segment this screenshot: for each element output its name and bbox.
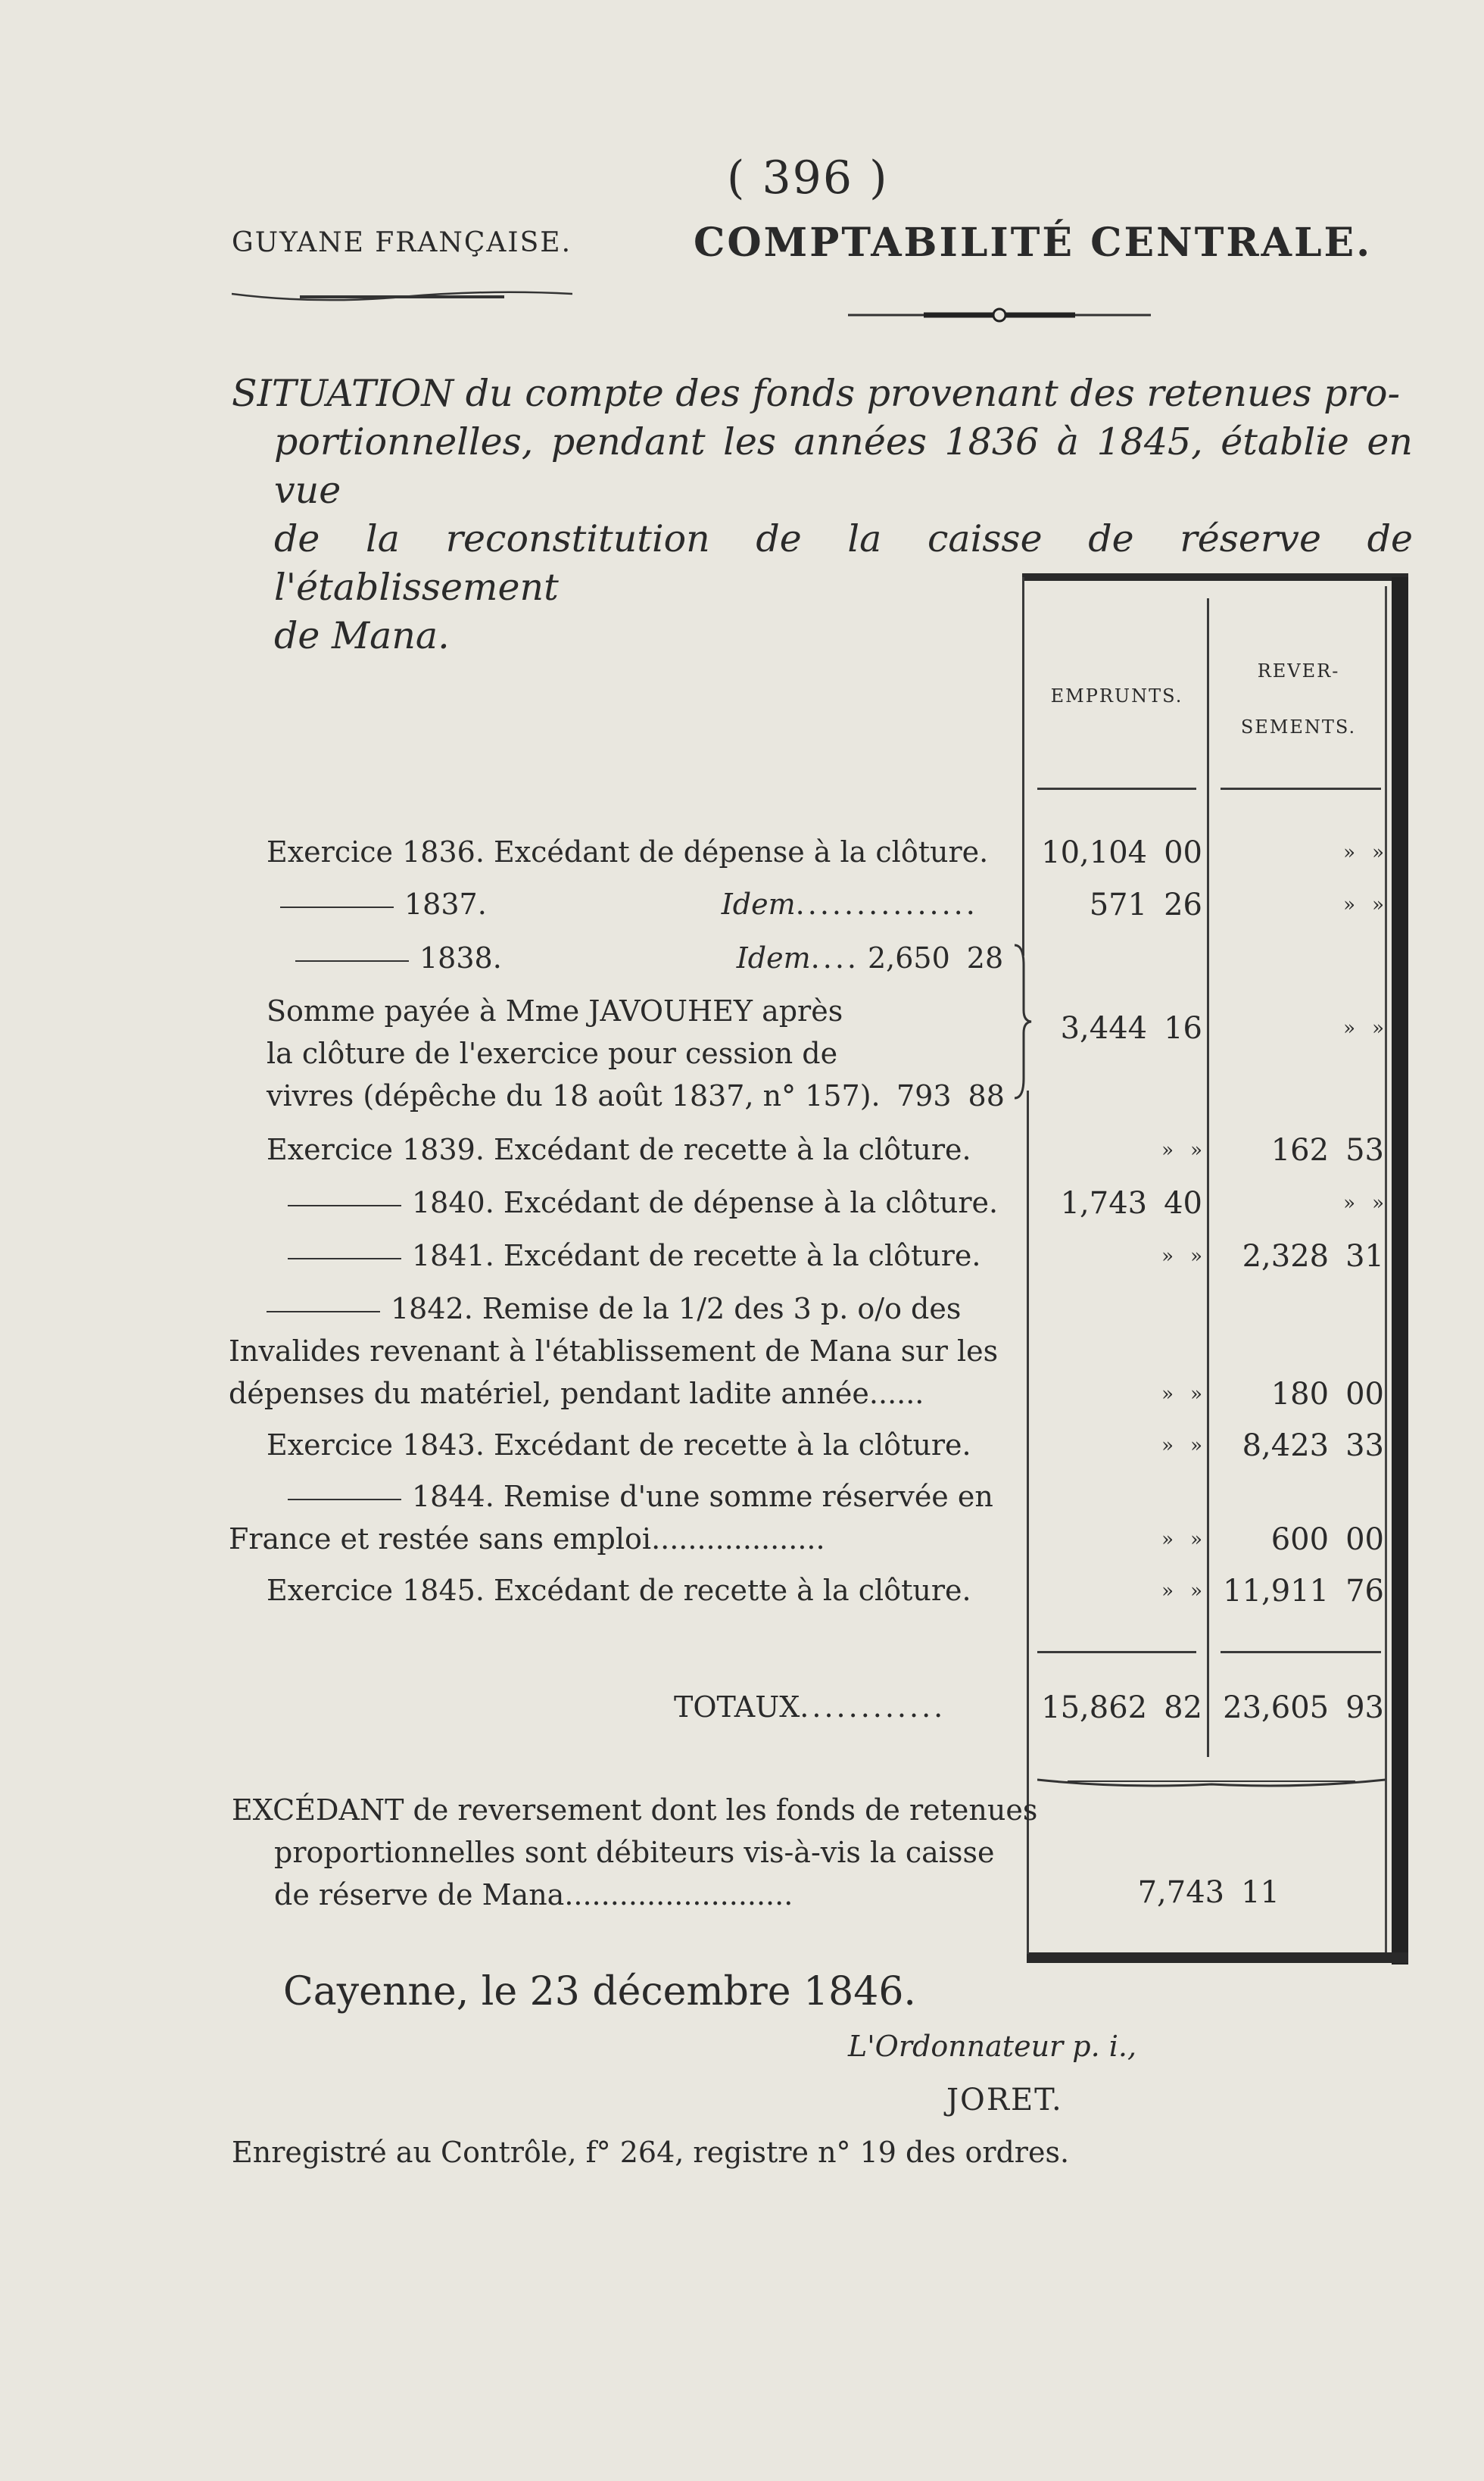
ordonnateur-title: L'Ordonnateur p. i., — [848, 2030, 1137, 2063]
table-frame-bottom — [1027, 1952, 1408, 1963]
section-title: COMPTABILITÉ CENTRALE. — [694, 220, 1373, 266]
page-number: ( 396 ) — [727, 151, 889, 204]
ornamental-rule-left — [232, 288, 572, 303]
registration-note: Enregistré au Contrôle, f° 264, registre n° 19 des ordres. — [232, 2136, 1070, 2169]
header-rule-reversements — [1221, 788, 1381, 790]
totals-ornament — [1037, 1772, 1386, 1795]
row-label-1838: 1838. Idem.... — [295, 941, 859, 975]
ornamental-rule-right — [848, 306, 1151, 324]
column-divider-middle — [1207, 598, 1209, 1757]
row-label-1842-3: dépenses du matériel, pendant ladite année...... — [229, 1377, 924, 1410]
subamount-1838: 2,650 28 — [868, 941, 1004, 975]
emprunt-1837: 571 26 — [1089, 888, 1202, 922]
emprunt-1841: » » — [1161, 1245, 1202, 1268]
row-label-javouhey-3: vivres (dépêche du 18 août 1837, n° 157). — [267, 1079, 881, 1113]
excedant-amount: 7,743 11 — [1137, 1875, 1280, 1910]
excedant-line-2: proportionnelles sont débiteurs vis-à-vis la caisse — [274, 1836, 995, 1869]
reversement-1843: 8,423 33 — [1242, 1428, 1384, 1463]
reversement-1841: 2,328 31 — [1242, 1239, 1384, 1274]
table-frame-top — [1022, 573, 1408, 581]
reversement-1839: 162 53 — [1270, 1133, 1384, 1168]
reversement-1840: » » — [1343, 1192, 1384, 1215]
row-label-javouhey-1: Somme payée à Mme JAVOUHEY après — [267, 994, 843, 1028]
totals-rule-emprunts — [1037, 1651, 1196, 1653]
row-label-1844-1: 1844. Remise d'une somme réservée en — [288, 1480, 993, 1513]
total-emprunts: 15,862 82 — [1041, 1690, 1202, 1725]
total-reversements: 23,605 93 — [1223, 1690, 1384, 1725]
row-label-1842-1: 1842. Remise de la 1/2 des 3 p. o/o des — [267, 1292, 961, 1325]
emprunt-1844: » » — [1161, 1528, 1202, 1551]
title-line-4: de Mana. — [274, 614, 450, 657]
row-label-javouhey-2: la clôture de l'exercice pour cession de — [267, 1037, 838, 1070]
column-header-reversements-1: REVER- — [1257, 660, 1340, 682]
emprunt-1839: » » — [1161, 1139, 1202, 1162]
reversement-1844: 600 00 — [1270, 1522, 1384, 1557]
row-label-1842-2: Invalides revenant à l'établissement de Mana sur les — [229, 1334, 999, 1368]
row-label-1843: Exercice 1843. Excédant de recette à la clôture. — [267, 1428, 971, 1462]
subamount-javouhey: 793 88 — [896, 1079, 1005, 1113]
column-header-emprunts: EMPRUNTS. — [1050, 685, 1183, 707]
document-title — [232, 370, 1413, 660]
row-label-1839: Exercice 1839. Excédant de recette à la clôture. — [267, 1133, 971, 1166]
header-rule-emprunts — [1037, 788, 1196, 790]
signature: JORET. — [946, 2083, 1063, 2117]
title-line-1: SITUATION du compte des fonds provenant des retenues pro- — [232, 372, 1401, 415]
row-label-1836: Exercice 1836. Excédant de dépense à la clôture. — [267, 835, 989, 869]
row-label-1841: 1841. Excédant de recette à la clôture. — [288, 1239, 980, 1272]
row-label-1844-2: France et restée sans emploi................... — [229, 1522, 825, 1556]
region-label: GUYANE FRANÇAISE. — [232, 227, 572, 258]
row-label-1837: 1837. Idem............... — [280, 888, 1015, 921]
row-label-1845: Exercice 1845. Excédant de recette à la clôture. — [267, 1574, 971, 1607]
excedant-line-1: EXCÉDANT de reversement dont les fonds de retenues — [232, 1793, 1038, 1827]
column-divider-left-upper — [1022, 577, 1024, 956]
totals-rule-reversements — [1221, 1651, 1381, 1653]
emprunt-1843: » » — [1161, 1434, 1202, 1457]
totals-label: TOTAUX............ — [674, 1690, 946, 1724]
reversement-1845: 11,911 76 — [1223, 1574, 1384, 1609]
table-frame-right — [1392, 577, 1408, 1965]
emprunt-1838: 3,444 16 — [1060, 1011, 1202, 1046]
emprunt-1845: » » — [1161, 1580, 1202, 1603]
column-header-reversements-2: SEMENTS. — [1240, 716, 1357, 738]
excedant-line-3: de réserve de Mana......................... — [274, 1878, 793, 1911]
document-date: Cayenne, le 23 décembre 1846. — [283, 1969, 916, 2014]
reversement-1836: » » — [1343, 841, 1384, 864]
emprunt-1836: 10,104 00 — [1041, 835, 1202, 870]
title-line-2: portionnelles, pendant les années 1836 à 1845, établie en vue — [274, 420, 1413, 512]
table-frame-inner-line — [1385, 586, 1387, 1960]
title-line-3: de la reconstitution de la caisse de réserve de l'établissement — [274, 517, 1413, 609]
reversement-1837: » » — [1343, 894, 1384, 916]
emprunt-1840: 1,743 40 — [1060, 1186, 1202, 1221]
emprunt-1842: » » — [1161, 1383, 1202, 1406]
reversement-1838: » » — [1343, 1017, 1384, 1040]
reversement-1842: 180 00 — [1270, 1377, 1384, 1412]
row-label-1840: 1840. Excédant de dépense à la clôture. — [288, 1186, 998, 1219]
